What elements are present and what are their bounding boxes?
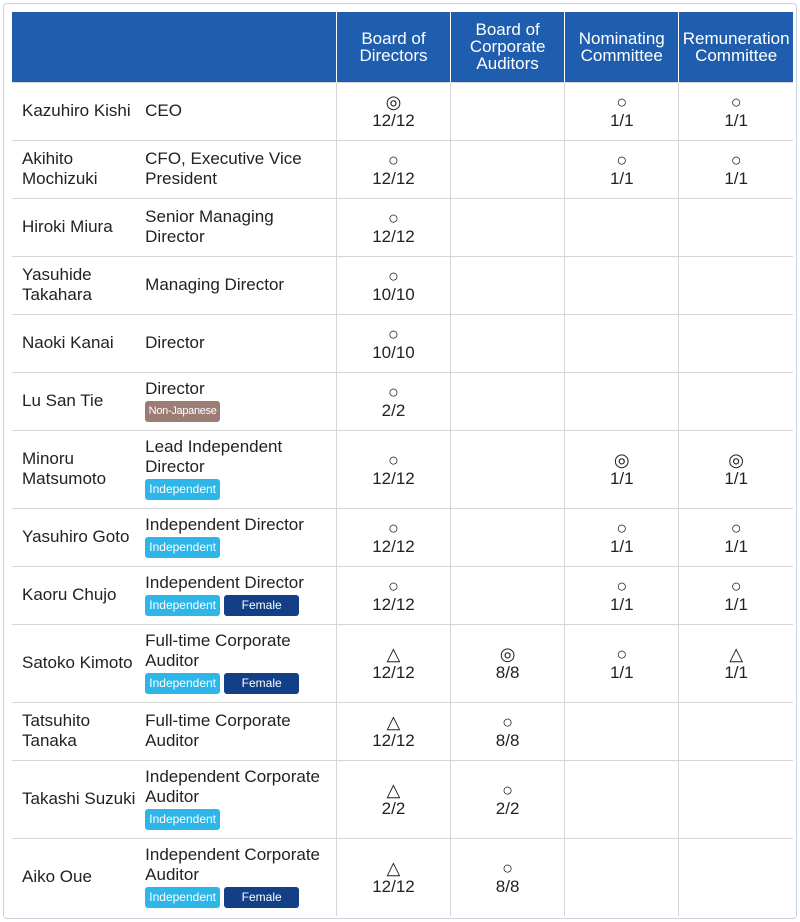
governance-table	[12, 12, 793, 916]
role-symbol: ◎	[385, 91, 402, 112]
role-symbol: ○	[388, 265, 399, 286]
role-symbol: △	[386, 779, 401, 800]
female-badge: Female	[224, 595, 299, 616]
independent-badge: Independent	[145, 887, 220, 908]
header-remuneration-committee: Remuneration Committee	[679, 12, 793, 82]
table-row	[12, 508, 793, 566]
header-board-of-corporate-auditors: Board of Corporate Auditors	[451, 12, 565, 82]
badge-group	[145, 887, 332, 909]
member-name: Yasuhide Takahara	[12, 256, 138, 314]
role-symbol: ◎	[728, 449, 745, 470]
role-symbol: ○	[730, 575, 742, 596]
auditors-cell	[451, 140, 565, 198]
remuneration-cell	[679, 624, 793, 702]
header-nominating-committee: Nominating Committee	[565, 12, 679, 82]
attendance-value: 8/8	[495, 662, 520, 682]
board-cell	[336, 838, 450, 916]
remuneration-cell	[679, 566, 793, 624]
board-cell	[336, 140, 450, 198]
header-row	[12, 12, 793, 82]
member-position: Full-time Corporate Auditor	[145, 711, 291, 750]
nominating-cell	[565, 82, 679, 140]
remuneration-cell	[679, 198, 793, 256]
attendance-value: 10/10	[372, 284, 415, 304]
role-symbol: ○	[616, 517, 628, 538]
attendance-value: 1/1	[724, 468, 748, 488]
attendance-value: 1/1	[724, 168, 748, 188]
member-position-cell	[138, 508, 336, 566]
role-symbol: ○	[730, 517, 742, 538]
board-cell	[336, 314, 450, 372]
badge-group	[145, 595, 332, 617]
member-position-cell	[138, 82, 336, 140]
member-position-cell	[138, 624, 336, 702]
attendance-value: 12/12	[372, 876, 415, 896]
member-position: Independent Director	[145, 573, 304, 592]
role-symbol: ○	[388, 449, 399, 470]
badge-group	[145, 673, 332, 695]
role-symbol: ○	[388, 381, 399, 402]
role-symbol: ○	[502, 711, 514, 732]
remuneration-cell	[679, 82, 793, 140]
auditors-cell	[451, 82, 565, 140]
attendance-value: 12/12	[372, 662, 415, 682]
member-name: Minoru Matsumoto	[12, 430, 138, 508]
role-symbol: ○	[616, 643, 628, 664]
nominating-cell	[565, 702, 679, 760]
attendance-value: 1/1	[724, 536, 748, 556]
table-row	[12, 140, 793, 198]
attendance-value: 1/1	[724, 594, 748, 614]
member-name: Kazuhiro Kishi	[12, 82, 138, 140]
attendance-value: 1/1	[609, 110, 634, 130]
nominating-cell	[565, 760, 679, 838]
member-position: Independent Corporate Auditor	[145, 767, 321, 806]
auditors-cell	[451, 430, 565, 508]
member-position-cell	[138, 838, 336, 916]
member-position-cell	[138, 430, 336, 508]
member-name: Naoki Kanai	[12, 314, 138, 372]
auditors-cell	[451, 256, 565, 314]
board-cell	[336, 702, 450, 760]
member-position-cell	[138, 256, 336, 314]
attendance-value: 1/1	[609, 536, 634, 556]
independent-badge: Independent	[145, 673, 220, 694]
role-symbol: △	[386, 643, 401, 664]
board-cell	[336, 624, 450, 702]
board-cell	[336, 760, 450, 838]
member-position: Independent Corporate Auditor	[145, 845, 321, 885]
female-badge: Female	[224, 673, 299, 694]
remuneration-cell	[679, 702, 793, 760]
role-symbol: ○	[616, 149, 628, 170]
member-name: Tatsuhito Tanaka	[12, 702, 138, 760]
board-cell	[336, 566, 450, 624]
remuneration-cell	[679, 314, 793, 372]
table-row	[12, 198, 793, 256]
attendance-value: 2/2	[381, 400, 406, 420]
member-name: Yasuhiro Goto	[12, 508, 138, 566]
nonjp-badge: Non-Japanese	[145, 401, 220, 422]
table-row	[12, 624, 793, 702]
badge-group	[145, 401, 332, 423]
board-cell	[336, 508, 450, 566]
nominating-cell	[565, 256, 679, 314]
attendance-value: 12/12	[372, 226, 415, 246]
remuneration-cell	[679, 508, 793, 566]
auditors-cell	[451, 314, 565, 372]
member-position-cell	[138, 372, 336, 430]
remuneration-cell	[679, 838, 793, 916]
attendance-value: 2/2	[495, 798, 520, 818]
role-symbol: ○	[388, 149, 399, 170]
role-symbol: △	[729, 643, 744, 664]
role-symbol: ○	[502, 779, 514, 800]
auditors-cell	[451, 566, 565, 624]
board-cell	[336, 198, 450, 256]
role-symbol: ○	[388, 323, 399, 344]
role-symbol: ○	[730, 91, 742, 112]
badge-group	[145, 809, 332, 831]
role-symbol: ○	[388, 207, 399, 228]
attendance-value: 10/10	[372, 342, 415, 362]
table-row	[12, 314, 793, 372]
member-position-cell	[138, 140, 336, 198]
member-position: Senior Managing Director	[145, 207, 274, 246]
remuneration-cell	[679, 430, 793, 508]
member-position: Independent Director	[145, 515, 304, 534]
attendance-value: 12/12	[372, 536, 415, 556]
member-position: CEO	[145, 101, 182, 120]
member-position: Lead Independent Director	[145, 437, 283, 476]
nominating-cell	[565, 430, 679, 508]
nominating-cell	[565, 314, 679, 372]
board-cell	[336, 82, 450, 140]
attendance-value: 1/1	[724, 110, 748, 130]
nominating-cell	[565, 624, 679, 702]
remuneration-cell	[679, 372, 793, 430]
attendance-value: 8/8	[495, 730, 520, 750]
member-position: Director	[145, 379, 205, 398]
badge-group	[145, 479, 332, 501]
header-board-of-directors: Board of Directors	[336, 12, 450, 82]
role-symbol: ◎	[499, 643, 516, 664]
attendance-value: 1/1	[609, 468, 634, 488]
member-name: Takashi Suzuki	[12, 760, 138, 838]
role-symbol: ◎	[613, 449, 630, 470]
member-name: Kaoru Chujo	[12, 566, 138, 624]
member-position: Full-time Corporate Auditor	[145, 631, 291, 670]
table-row	[12, 372, 793, 430]
independent-badge: Independent	[145, 537, 220, 558]
attendance-value: 1/1	[609, 662, 634, 682]
remuneration-cell	[679, 256, 793, 314]
role-symbol: △	[386, 857, 401, 878]
table-row	[12, 702, 793, 760]
table-row	[12, 256, 793, 314]
independent-badge: Independent	[145, 595, 220, 616]
auditors-cell	[451, 508, 565, 566]
auditors-cell	[451, 372, 565, 430]
member-position-cell	[138, 702, 336, 760]
attendance-value: 12/12	[372, 168, 415, 188]
auditors-cell	[451, 624, 565, 702]
attendance-value: 1/1	[609, 594, 634, 614]
role-symbol: △	[386, 711, 401, 732]
attendance-value: 8/8	[495, 876, 520, 896]
member-position: Director	[145, 333, 205, 352]
board-cell	[336, 372, 450, 430]
nominating-cell	[565, 198, 679, 256]
role-symbol: ○	[616, 575, 628, 596]
nominating-cell	[565, 372, 679, 430]
nominating-cell	[565, 508, 679, 566]
member-position-cell	[138, 566, 336, 624]
role-symbol: ○	[730, 149, 742, 170]
auditors-cell	[451, 838, 565, 916]
member-name: Aiko Oue	[12, 838, 138, 916]
remuneration-cell	[679, 140, 793, 198]
auditors-cell	[451, 760, 565, 838]
attendance-value: 1/1	[609, 168, 634, 188]
auditors-cell	[451, 198, 565, 256]
female-badge: Female	[224, 887, 299, 908]
role-symbol: ○	[616, 91, 628, 112]
table-frame	[3, 3, 797, 919]
independent-badge: Independent	[145, 479, 220, 500]
attendance-value: 12/12	[372, 468, 415, 488]
table-body	[12, 82, 793, 916]
member-name: Lu San Tie	[12, 372, 138, 430]
member-position-cell	[138, 198, 336, 256]
board-cell	[336, 256, 450, 314]
table-row	[12, 838, 793, 916]
table-row	[12, 566, 793, 624]
nominating-cell	[565, 838, 679, 916]
member-name: Satoko Kimoto	[12, 624, 138, 702]
attendance-value: 12/12	[372, 730, 415, 750]
nominating-cell	[565, 566, 679, 624]
attendance-value: 12/12	[372, 594, 415, 614]
table-row	[12, 760, 793, 838]
member-name: Hiroki Miura	[12, 198, 138, 256]
remuneration-cell	[679, 760, 793, 838]
nominating-cell	[565, 140, 679, 198]
member-position-cell	[138, 760, 336, 838]
attendance-value: 1/1	[724, 662, 748, 682]
member-position: CFO, Executive Vice President	[145, 149, 302, 188]
member-position: Managing Director	[145, 275, 285, 294]
table-row	[12, 430, 793, 508]
header-blank	[12, 12, 336, 82]
auditors-cell	[451, 702, 565, 760]
role-symbol: ○	[502, 857, 514, 878]
role-symbol: ○	[388, 575, 399, 596]
attendance-value: 2/2	[381, 798, 406, 818]
board-cell	[336, 430, 450, 508]
badge-group	[145, 537, 332, 559]
role-symbol: ○	[388, 517, 399, 538]
member-name: Akihito Mochizuki	[12, 140, 138, 198]
member-position-cell	[138, 314, 336, 372]
attendance-value: 12/12	[372, 110, 415, 130]
independent-badge: Independent	[145, 809, 220, 830]
table-row	[12, 82, 793, 140]
